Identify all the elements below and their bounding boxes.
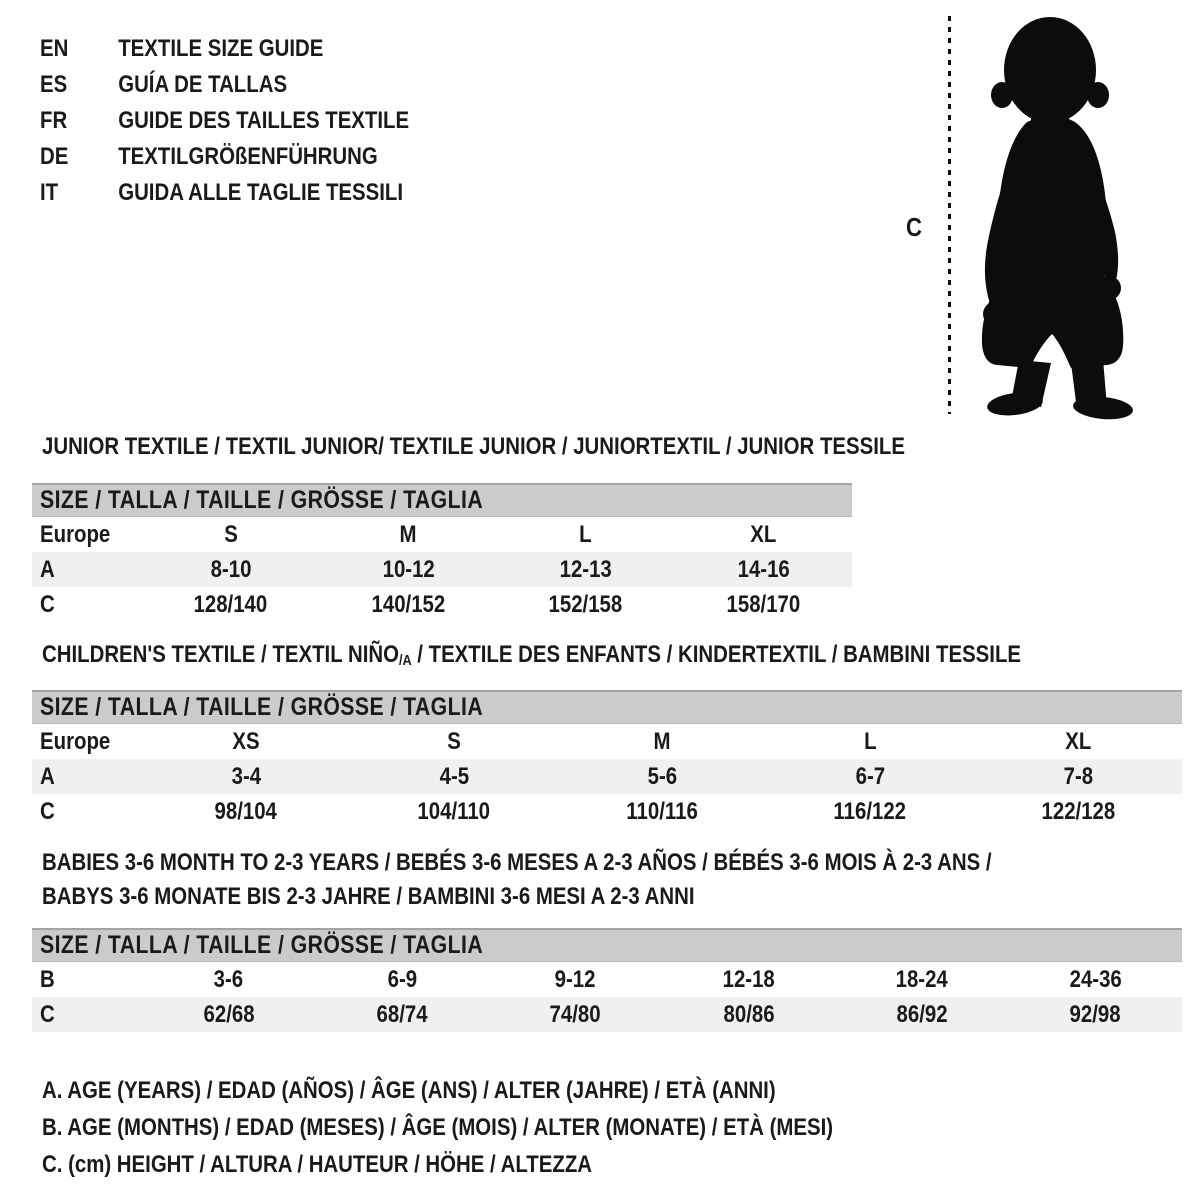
table-row bbox=[32, 517, 852, 553]
size-cell bbox=[350, 759, 558, 794]
size-cell bbox=[766, 759, 974, 794]
size-cell bbox=[1009, 997, 1182, 1032]
toddler-silhouette-icon bbox=[965, 10, 1145, 420]
cell-text: 92/98 bbox=[1069, 1000, 1121, 1028]
cell-text: B bbox=[40, 965, 55, 993]
legend-line-c: C. (cm) HEIGHT / ALTURA / HAUTEUR / HÖHE / ALTEZZA bbox=[42, 1151, 593, 1178]
language-row bbox=[40, 175, 409, 211]
row-label-cell bbox=[32, 794, 142, 829]
cell-text: 110/116 bbox=[626, 797, 698, 825]
cell-text: 128/140 bbox=[193, 590, 268, 618]
table-row bbox=[32, 724, 1182, 760]
cell-text: 24-36 bbox=[1069, 965, 1122, 993]
table-row bbox=[32, 794, 1182, 829]
size-cell bbox=[497, 517, 675, 553]
cell-text: 6-7 bbox=[855, 762, 885, 790]
cell-text: Europe bbox=[40, 520, 111, 548]
size-cell bbox=[974, 794, 1182, 829]
cell-text: 12-13 bbox=[559, 555, 612, 583]
language-code: FR bbox=[40, 107, 68, 134]
size-cell bbox=[320, 587, 498, 622]
row-label-cell bbox=[32, 552, 142, 587]
size-cell bbox=[835, 962, 1008, 998]
cell-text: C bbox=[40, 797, 55, 825]
cell-text: 12-18 bbox=[722, 965, 775, 993]
size-cell bbox=[142, 552, 320, 587]
language-row bbox=[40, 139, 409, 175]
cell-text: 140/152 bbox=[371, 590, 446, 618]
size-cell bbox=[350, 724, 558, 760]
cell-text: 18-24 bbox=[895, 965, 949, 993]
heading-line: BABYS 3-6 MONATE BIS 2-3 JAHRE / BAMBINI 3-6 MESI A 2-3 ANNI bbox=[42, 883, 695, 910]
children-size-table bbox=[32, 690, 1182, 829]
cell-text: 7-8 bbox=[1063, 762, 1093, 790]
size-cell bbox=[142, 724, 350, 760]
cell-text: 98/104 bbox=[214, 797, 278, 825]
cell-text: 62/68 bbox=[203, 1000, 255, 1028]
babies-section-heading bbox=[42, 846, 1200, 914]
size-cell bbox=[142, 517, 320, 553]
size-cell bbox=[974, 724, 1182, 760]
children-section-heading bbox=[42, 641, 1021, 669]
row-label-cell bbox=[32, 997, 142, 1032]
cell-text: 122/128 bbox=[1041, 797, 1115, 825]
size-cell bbox=[142, 794, 350, 829]
cell-text: 158/170 bbox=[726, 590, 801, 618]
size-cell bbox=[675, 517, 853, 553]
cell-text: XL bbox=[750, 520, 777, 548]
table-row bbox=[32, 587, 852, 622]
row-label-cell bbox=[32, 759, 142, 794]
language-code: ES bbox=[40, 71, 68, 98]
size-header-bar bbox=[32, 929, 1182, 962]
table-header-row bbox=[32, 691, 1182, 724]
junior-section-heading: JUNIOR TEXTILE / TEXTIL JUNIOR/ TEXTILE JUNIOR / JUNIORTEXTIL / JUNIOR TESSILE bbox=[42, 433, 905, 460]
language-title: GUIDA ALLE TAGLIE TESSILI bbox=[118, 179, 404, 206]
size-cell bbox=[766, 794, 974, 829]
cell-text: 74/80 bbox=[549, 1000, 601, 1028]
language-title: GUÍA DE TALLAS bbox=[118, 71, 288, 98]
language-code: EN bbox=[40, 35, 69, 62]
height-label-c: C bbox=[906, 212, 922, 242]
legend-line-a: A. AGE (YEARS) / EDAD (AÑOS) / ÂGE (ANS) / ALTER (JAHRE) / ETÀ (ANNI) bbox=[42, 1077, 776, 1104]
size-cell bbox=[835, 997, 1008, 1032]
babies-size-table bbox=[32, 928, 1182, 1032]
cell-text: S bbox=[223, 520, 238, 548]
cell-text: S bbox=[447, 727, 461, 755]
cell-text: 152/158 bbox=[548, 590, 623, 618]
size-cell bbox=[662, 997, 835, 1032]
size-cell bbox=[558, 724, 766, 760]
legend bbox=[42, 1072, 1200, 1183]
size-cell bbox=[315, 997, 488, 1032]
row-label-cell bbox=[32, 587, 142, 622]
junior-size-table bbox=[32, 483, 852, 622]
size-cell bbox=[675, 552, 853, 587]
language-title-list bbox=[40, 31, 474, 211]
size-header-bar bbox=[32, 691, 1182, 724]
language-title: GUIDE DES TAILLES TEXTILE bbox=[118, 107, 410, 134]
cell-text: M bbox=[653, 727, 671, 755]
language-row bbox=[40, 103, 409, 139]
cell-text: XS bbox=[232, 727, 260, 755]
size-cell bbox=[320, 517, 498, 553]
heading-line: BABIES 3-6 MONTH TO 2-3 YEARS / BEBÉS 3-6 MESES A 2-3 AÑOS / BÉBÉS 3-6 MOIS À 2-3 ANS / bbox=[42, 849, 992, 876]
cell-text: Europe bbox=[40, 727, 111, 755]
cell-text: SIZE / TALLA / TAILLE / GRÖSSE / TAGLIA bbox=[40, 486, 484, 514]
table-header-row bbox=[32, 484, 852, 517]
language-code: IT bbox=[40, 179, 59, 206]
cell-text: 8-10 bbox=[210, 555, 252, 583]
cell-text: C bbox=[40, 590, 55, 618]
heading-text: / TEXTILE DES ENFANTS / KINDERTEXTIL / BAMBINI TESSILE bbox=[411, 641, 1022, 668]
table-row bbox=[32, 759, 1182, 794]
language-row bbox=[40, 31, 409, 67]
cell-text: A bbox=[40, 555, 55, 583]
heading-subscript: /A bbox=[398, 653, 412, 669]
size-cell bbox=[766, 724, 974, 760]
cell-text: L bbox=[579, 520, 592, 548]
cell-text: 4-5 bbox=[439, 762, 469, 790]
language-code: DE bbox=[40, 143, 69, 170]
cell-text: XL bbox=[1064, 727, 1092, 755]
cell-text: 5-6 bbox=[647, 762, 677, 790]
row-label-cell bbox=[32, 724, 142, 760]
cell-text: 80/86 bbox=[723, 1000, 775, 1028]
size-cell bbox=[142, 997, 315, 1032]
table-row bbox=[32, 997, 1182, 1032]
cell-text: 6-9 bbox=[387, 965, 417, 993]
table-row bbox=[32, 962, 1182, 998]
table-header-row bbox=[32, 929, 1182, 962]
cell-text: L bbox=[863, 727, 877, 755]
size-cell bbox=[497, 587, 675, 622]
cell-text: 3-6 bbox=[213, 965, 244, 993]
size-cell bbox=[315, 962, 488, 998]
cell-text: M bbox=[399, 520, 417, 548]
cell-text: 116/122 bbox=[833, 797, 907, 825]
height-measure-dashed-line bbox=[948, 16, 951, 414]
size-cell bbox=[675, 587, 853, 622]
cell-text: 104/110 bbox=[417, 797, 491, 825]
size-cell bbox=[142, 587, 320, 622]
heading-text: CHILDREN'S TEXTILE / TEXTIL NIÑO bbox=[42, 641, 399, 668]
size-cell bbox=[320, 552, 498, 587]
size-cell bbox=[350, 794, 558, 829]
language-row bbox=[40, 67, 409, 103]
cell-text: 9-12 bbox=[554, 965, 596, 993]
row-label-cell bbox=[32, 517, 142, 553]
size-cell bbox=[1009, 962, 1182, 998]
size-cell bbox=[974, 759, 1182, 794]
size-cell bbox=[489, 997, 662, 1032]
size-cell bbox=[142, 759, 350, 794]
language-title: TEXTILE SIZE GUIDE bbox=[118, 35, 324, 62]
size-cell bbox=[558, 794, 766, 829]
size-cell bbox=[558, 759, 766, 794]
language-title: TEXTILGRÖßENFÜHRUNG bbox=[118, 143, 378, 170]
cell-text: 10-12 bbox=[382, 555, 435, 583]
cell-text: SIZE / TALLA / TAILLE / GRÖSSE / TAGLIA bbox=[40, 931, 484, 959]
table-row bbox=[32, 552, 852, 587]
size-cell bbox=[662, 962, 835, 998]
cell-text: 86/92 bbox=[896, 1000, 948, 1028]
legend-line-b: B. AGE (MONTHS) / EDAD (MESES) / ÂGE (MOIS) / ALTER (MONATE) / ETÀ (MESI) bbox=[42, 1114, 834, 1141]
cell-text: 3-4 bbox=[231, 762, 261, 790]
cell-text: C bbox=[40, 1000, 55, 1028]
size-header-bar bbox=[32, 484, 852, 517]
cell-text: 68/74 bbox=[376, 1000, 428, 1028]
size-cell bbox=[489, 962, 662, 998]
size-cell bbox=[142, 962, 315, 998]
row-label-cell bbox=[32, 962, 142, 998]
cell-text: SIZE / TALLA / TAILLE / GRÖSSE / TAGLIA bbox=[40, 693, 484, 721]
size-cell bbox=[497, 552, 675, 587]
cell-text: A bbox=[40, 762, 55, 790]
cell-text: 14-16 bbox=[737, 555, 790, 583]
